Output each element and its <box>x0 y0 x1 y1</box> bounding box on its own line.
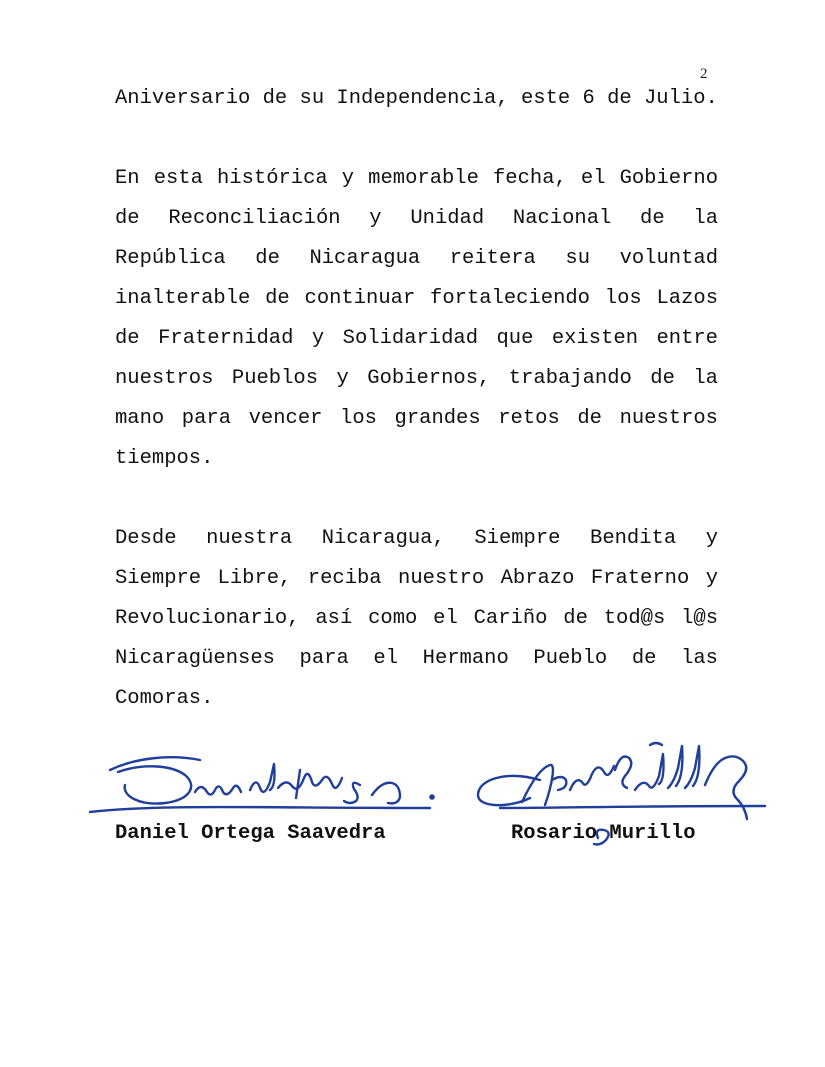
paragraph-text: Desde nuestra Nicaragua, Siempre Bendita y Siempre Libre, reciba nuestro Abrazo Fraterno y Revolucionario, así como el Cariño de tod@s l@s Nicaragüenses para el Hermano Pueblo de las Comoras. <box>115 527 718 710</box>
paragraph-text: Aniversario de su Independencia, este 6 de Julio. <box>115 87 718 110</box>
signer-name-right: Rosario Murillo <box>511 822 696 845</box>
paragraph-text: En esta histórica y memorable fecha, el Gobierno de Reconciliación y Unidad Nacional de la República de Nicaragua reitera su voluntad inalterable de continuar fortaleciendo los Lazos de Fraternidad y Solidaridad que existen entre nuestros Pueblos y Gobiernos, trabajando de la mano para vencer los grandes retos de nuestros tiempos. <box>115 167 718 470</box>
left-signature-image <box>90 757 434 812</box>
signer-name-left: Daniel Ortega Saavedra <box>115 822 386 845</box>
page-number: 2 <box>700 66 708 82</box>
